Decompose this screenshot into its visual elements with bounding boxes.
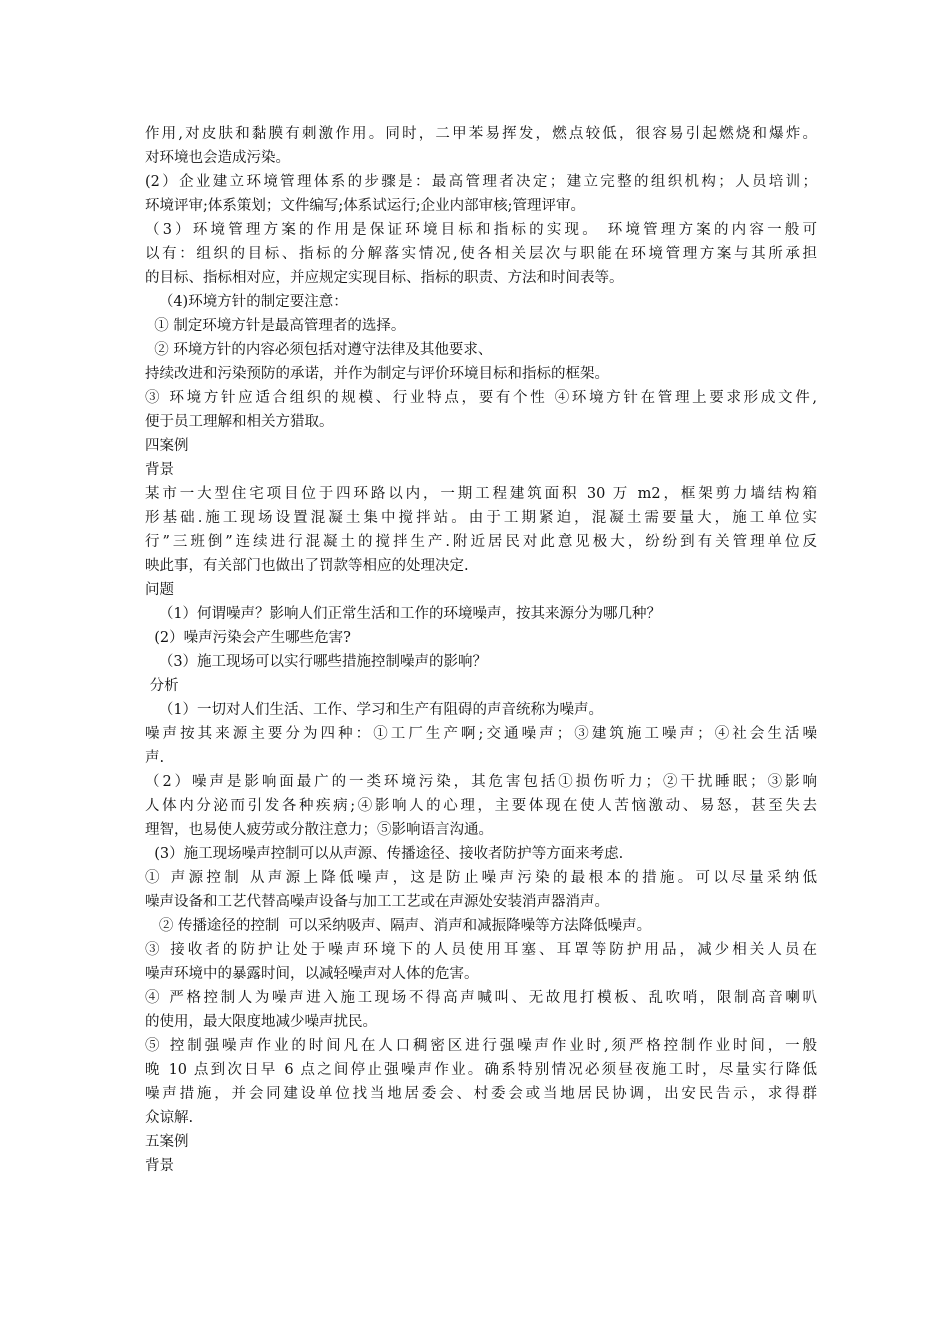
text-line: （3）环境管理方案的作用是保证环境目标和指标的实现。 环境管理方案的内容一般可 [145,222,817,238]
text-line: 噪声设备和工艺代替高噪声设备与加工工艺或在声源处安装消声器消声。 [145,894,609,910]
text-line: ⑤ 控制强噪声作业的时间凡在人口稠密区进行强噪声作业时,须严格控制作业时间，一般 [145,1038,817,1054]
text-line: 声. [145,750,165,766]
text-line: 晚 10 点到次日早 6 点之间停止强噪声作业。确系特别情况必须昼夜施工时，尽量实行降低 [145,1062,817,1078]
subsection-heading: 问题 [145,582,174,598]
text-line: 环境评审;体系策划；文件编写;体系试运行;企业内部审核;管理评审。 [145,198,586,214]
section-heading: 五案例 [145,1134,189,1150]
subsection-heading: 背景 [145,462,174,478]
text-line: ① 制定环境方针是最高管理者的选择。 [145,318,406,334]
text-line: （1）何谓噪声？影响人们正常生活和工作的环境噪声，按其来源分为哪几种？ [145,606,662,622]
text-line: (3）施工现场噪声控制可以从声源、传播途径、接收者防护等方面来考虑. [145,846,624,862]
text-line: ③ 接收者的防护让处于噪声环境下的人员使用耳塞、耳罩等防护用品，减少相关人员在 [145,942,817,958]
text-line: ② 传播途径的控制 可以采纳吸声、隔声、消声和减振降噪等方法降低噪声。 [145,918,652,934]
text-line: （1）一切对人们生活、工作、学习和生产有阻碍的声音统称为噪声。 [145,702,604,718]
text-line: （2）噪声是影响面最广的一类环境污染，其危害包括①损伤听力；②干扰睡眠；③影响 [145,774,817,790]
text-line: 作用,对皮肤和黏膜有刺激作用。同时，二甲苯易挥发，燃点较低，很容易引起燃烧和爆炸。 [145,126,817,142]
text-line: (2）企业建立环境管理体系的步骤是：最高管理者决定；建立完整的组织机构；人员培训； [145,174,817,190]
text-line: (2）噪声污染会产生哪些危害? [145,630,351,646]
text-line: 理智，也易使人疲劳或分散注意力；⑤影响语言沟通。 [145,822,493,838]
text-line: 的使用，最大限度地减少噪声扰民。 [145,1014,377,1030]
text-line: 形基础.施工现场设置混凝土集中搅拌站。由于工期紧迫，混凝土需要量大，施工单位实 [145,510,817,526]
text-line: 的目标、指标相对应，并应规定实现目标、指标的职责、方法和时间表等。 [145,270,624,286]
text-line: 便于员工理解和相关方猎取。 [145,414,334,430]
text-line: 持续改进和污染预防的承诺，并作为制定与评价环境目标和指标的框架。 [145,366,609,382]
text-line: 以有：组织的目标、指标的分解落实情况,使各相关层次与职能在环境管理方案与其所承担 [145,246,817,262]
text-line: （4)环境方针的制定要注意： [145,294,348,310]
text-line: 对环境也会造成污染。 [145,150,290,166]
text-line: 噪声按其来源主要分为四种：①工厂生产啊;交通噪声；③建筑施工噪声；④社会生活噪 [145,726,817,742]
text-line: ④ 严格控制人为噪声进入施工现场不得高声喊叫、无故甩打模板、乱吹哨，限制高音喇叭 [145,990,817,1006]
text-line: 某市一大型住宅项目位于四环路以内，一期工程建筑面积 30 万 m2，框架剪力墙结构箱 [145,486,817,502]
subsection-heading: 分析 [145,678,179,694]
text-line: 映此事，有关部门也做出了罚款等相应的处理决定. [145,558,469,574]
text-line: ③ 环境方针应适合组织的规模、行业特点，要有个性 ④环境方针在管理上要求形成文件, [145,390,817,406]
document-page [145,122,817,1178]
text-line: ① 声源控制 从声源上降低噪声，这是防止噪声污染的最根本的措施。可以尽量采纳低 [145,870,817,886]
text-line: 众谅解. [145,1110,194,1126]
text-line: 行”三班倒”连续进行混凝土的搅拌生产.附近居民对此意见极大，纷纷到有关管理单位反 [145,534,817,550]
subsection-heading: 背景 [145,1158,174,1174]
text-line: 人体内分泌而引发各种疾病;④影响人的心理，主要体现在使人苦恼激动、易怒，甚至失去 [145,798,817,814]
text-line: （3）施工现场可以实行哪些措施控制噪声的影响？ [145,654,488,670]
text-line: 噪声措施，并会同建设单位找当地居委会、村委会或当地居民协调，出安民告示，求得群 [145,1086,817,1102]
text-line: ② 环境方针的内容必须包括对遵守法律及其他要求、 [145,342,493,358]
text-line: 噪声环境中的暴露时间，以减轻噪声对人体的危害。 [145,966,479,982]
section-heading: 四案例 [145,438,189,454]
